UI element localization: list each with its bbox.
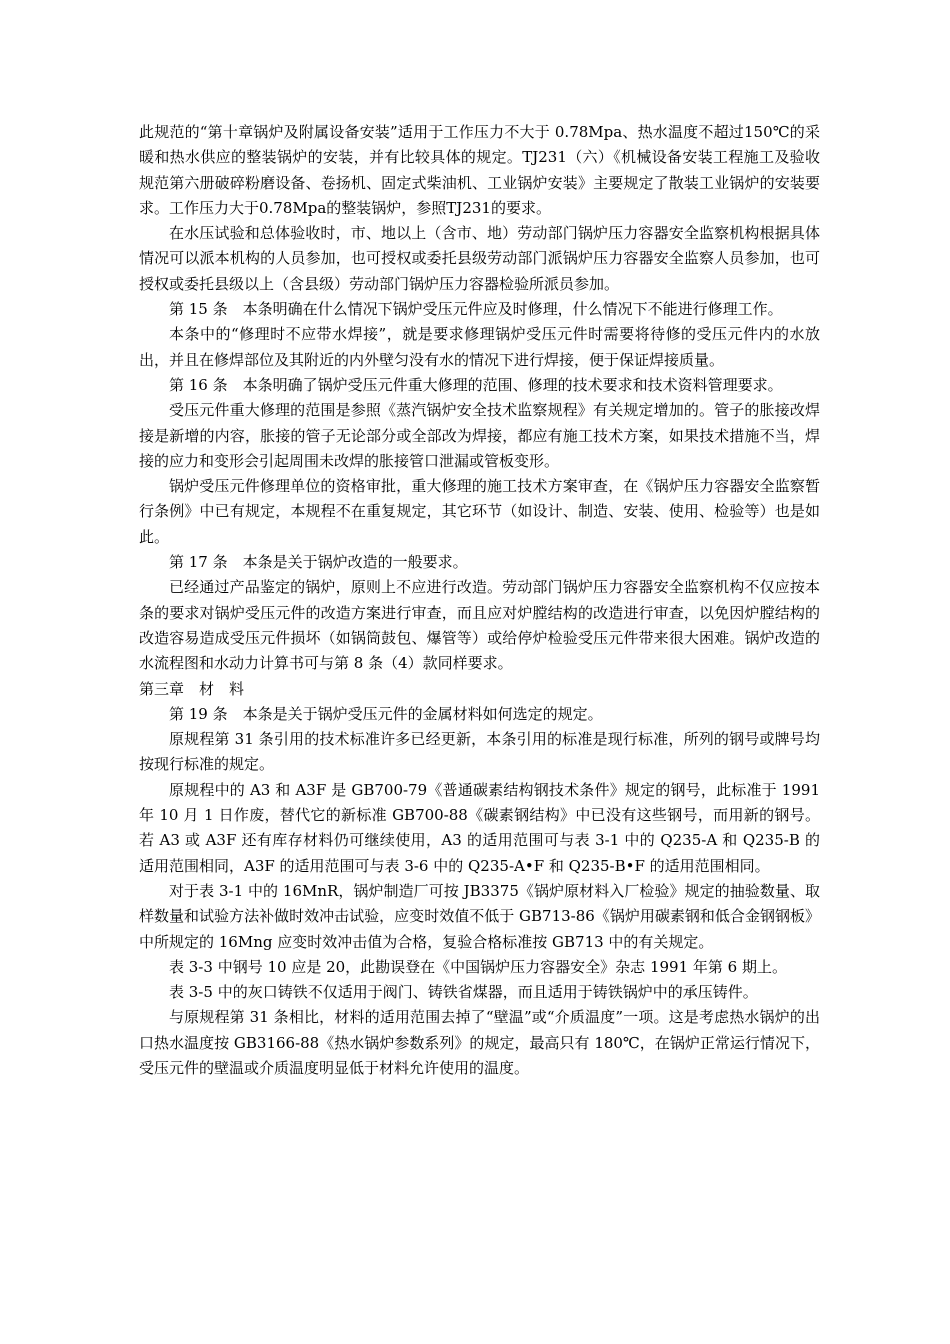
article-heading-16: 第 16 条 本条明确了锅炉受压元件重大修理的范围、修理的技术要求和技术资料管理要求。 — [169, 375, 783, 394]
paragraph: 本条中的“修理时不应带水焊接”，就是要求修理锅炉受压元件时需要将待修的受压元件内的水放出，并且在修焊部位及其附近的内外壁匀没有水的情况下进行焊接，便于保证焊接质量。 — [139, 325, 820, 369]
paragraph: 在水压试验和总体验收时，市、地以上（含市、地）劳动部门锅炉压力容器安全监察机构根据具体情况可以派本机构的人员参加，也可授权或委托县级劳动部门派锅炉压力容器安全监察人员参加，也可授权或委托县级以上（含县级）劳动部门锅炉压力容器检验所派员参加。 — [139, 224, 820, 293]
chapter-heading: 第三章 材 料 — [139, 679, 245, 698]
paragraph: 表 3-5 中的灰口铸铁不仅适用于阀门、铸铁省煤器，而且适用于铸铁锅炉中的承压铸件。 — [169, 983, 758, 1002]
paragraph: 锅炉受压元件修理单位的资格审批，重大修理的施工技术方案审查，在《锅炉压力容器安全监察暂行条例》中已有规定，本规程不在重复规定，其它环节（如设计、制造、安装、使用、检验等）也是如此。 — [139, 477, 820, 546]
paragraph: 原规程中的 A3 和 A3F 是 GB700-79《普通碳素结构钢技术条件》规定的钢号，此标准于 1991 年 10 月 1 日作废，替代它的新标准 GB700-88《碳素钢结构》中已没有这些钢号，而用新的钢号。若 A3 或 A3F 还有库存材料仍可继续使用，A3 的适用范围可与表 3-1 中的 Q235-A 和 Q235-B 的适用范围相同，A3F 的适用范围可与表 3-6 中的 Q235-A•F 和 Q235-B•F 的适用范围相同。 — [139, 780, 820, 875]
paragraph: 此规范的“第十章锅炉及附属设备安装”适用于工作压力不大于 0.78Mpa、热水温度不超过150℃的采暖和热水供应的整装锅炉的安装，并有比较具体的规定。TJ231（六）《机械设备安装工程施工及验收规范第六册破碎粉磨设备、卷扬机、固定式柴油机、工业锅炉安装》主要规定了散装工业锅炉的安装要求。工作压力大于0.78Mpa的整装锅炉，参照TJ231的要求。 — [139, 123, 820, 217]
article-heading-19: 第 19 条 本条是关于锅炉受压元件的金属材料如何选定的规定。 — [169, 704, 603, 723]
paragraph: 表 3-3 中钢号 10 应是 20，此勘误登在《中国锅炉压力容器安全》杂志 1991 年第 6 期上。 — [169, 957, 787, 976]
article-heading-17: 第 17 条 本条是关于锅炉改造的一般要求。 — [169, 553, 468, 572]
paragraph: 受压元件重大修理的范围是参照《蒸汽锅炉安全技术监察规程》有关规定增加的。管子的胀接改焊接是新增的内容，胀接的管子无论部分或全部改为焊接，都应有施工技术方案，如果技术措施不当，焊接的应力和变形会引起周围未改焊的胀接管口泄漏或管板变形。 — [139, 401, 820, 470]
paragraph: 对于表 3-1 中的 16MnR，锅炉制造厂可按 JB3375《锅炉原材料入厂检验》规定的抽验数量、取样数量和试验方法补做时效冲击试验，应变时效值不低于 GB713-86《锅炉用碳素钢和低合金钢钢板》中所规定的 16Mng 应变时效冲击值为合格，复验合格标准按 GB713 中的有关规定。 — [139, 881, 820, 951]
paragraph: 原规程第 31 条引用的技术标准许多已经更新，本条引用的标准是现行标准，所列的钢号或牌号均按现行标准的规定。 — [139, 730, 820, 774]
article-heading-15: 第 15 条 本条明确在什么情况下锅炉受压元件应及时修理，什么情况下不能进行修理工作。 — [169, 300, 783, 319]
document-page — [139, 120, 820, 1081]
paragraph: 已经通过产品鉴定的锅炉，原则上不应进行改造。劳动部门锅炉压力容器安全监察机构不仅应按本条的要求对锅炉受压元件的改造方案进行审查，而且应对炉膛结构的改造进行审查，以免因炉膛结构的改造容易造成受压元件损坏（如锅筒鼓包、爆管等）或给停炉检验受压元件带来很大困难。锅炉改造的水流程图和水动力计算书可与第 8 条（4）款同样要求。 — [139, 578, 820, 673]
paragraph: 与原规程第 31 条相比，材料的适用范围去掉了“壁温”或“介质温度”一项。这是考虑热水锅炉的出口热水温度按 GB3166-88《热水锅炉参数系列》的规定，最高只有 180℃，在锅炉正常运行情况下，受压元件的壁温或介质温度明显低于材料允许使用的温度。 — [139, 1008, 820, 1077]
